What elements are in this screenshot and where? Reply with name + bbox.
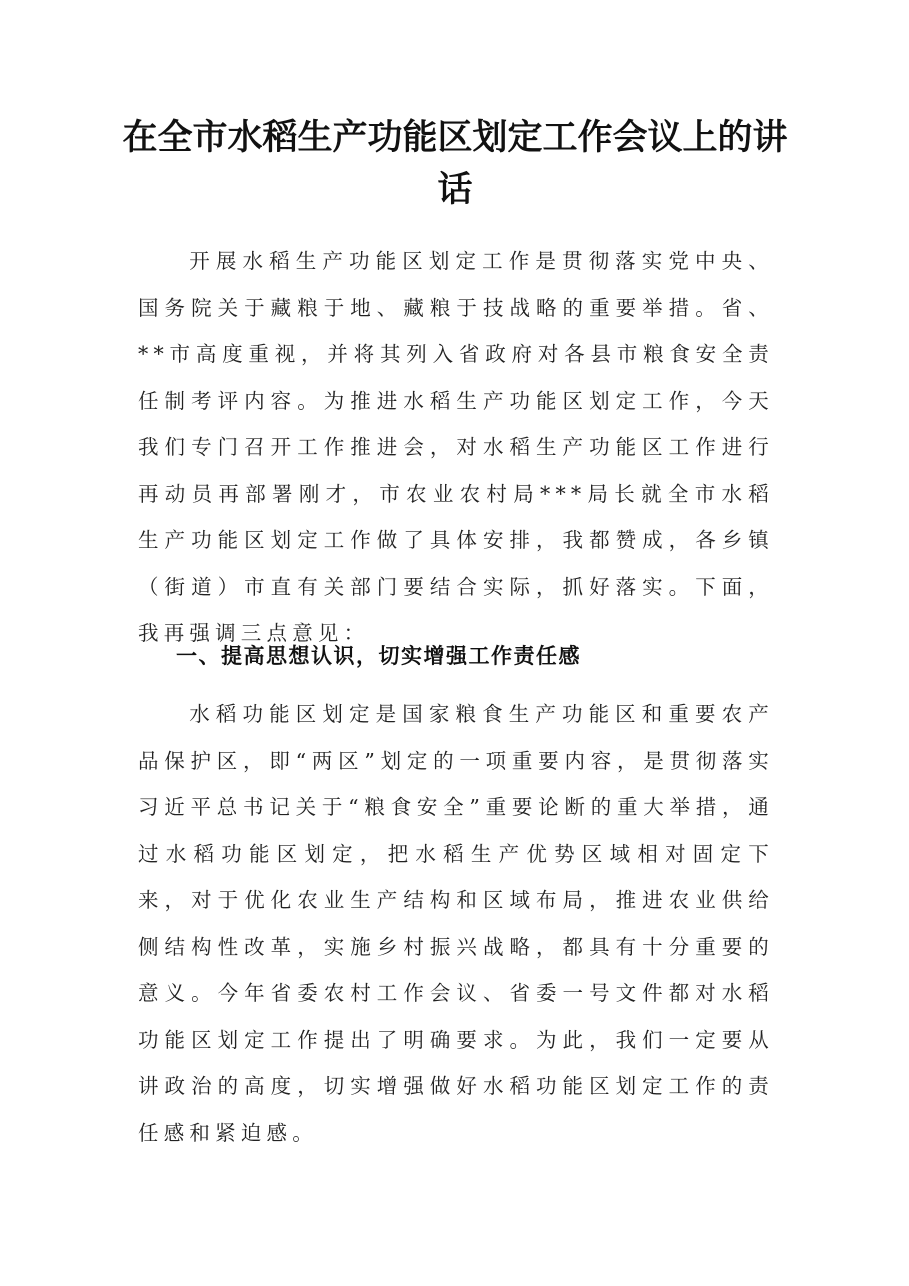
document-title: 在全市水稻生产功能区划定工作会议上的讲话 — [122, 117, 788, 210]
section-heading-1: 一、提高思想认识，切实增强工作责任感 — [176, 644, 581, 668]
paragraph-intro: 开展水稻生产功能区划定工作是贯彻落实党中央、国务院关于藏粮于地、藏粮于技战略的重要举措。省、**市高度重视，并将其列入省政府对各县市粮食安全责任制考评内容。为推进水稻生产功能区划定工作，今天我们专门召开工作推进会，对水稻生产功能区工作进行再动员再部署刚才，市农业农村局***局长就全市水稻生产功能区划定工作做了具体安排，我都赞成，各乡镇（街道）市直有关部门要结合实际，抓好落实。下面，我再强调三点意见： — [138, 249, 774, 645]
paragraph-section-1: 水稻功能区划定是国家粮食生产功能区和重要农产品保护区，即“两区”划定的一项重要内容，是贯彻落实习近平总书记关于“粮食安全”重要论断的重大举措，通过水稻功能区划定，把水稻生产优势区域相对固定下来，对于优化农业生产结构和区域布局，推进农业供给侧结构性改革，实施乡村振兴战略，都具有十分重要的意义。今年省委农村工作会议、省委一号文件都对水稻功能区划定工作提出了明确要求。为此，我们一定要从讲政治的高度，切实增强做好水稻功能区划定工作的责任感和紧迫感。 — [138, 702, 774, 1145]
